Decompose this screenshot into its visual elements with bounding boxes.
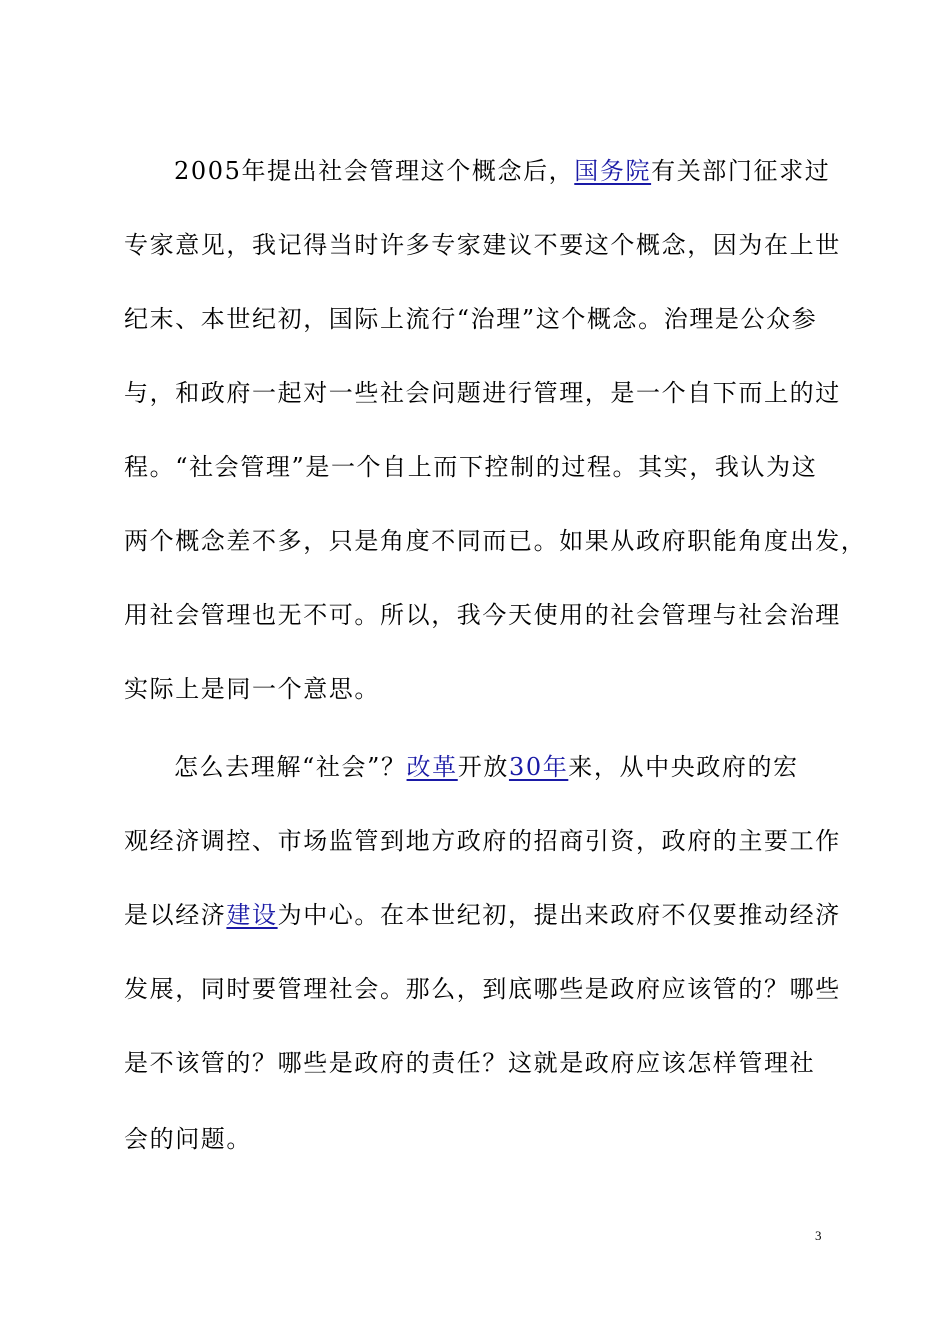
link-gaige[interactable]: 改革 (406, 753, 458, 781)
link-jianshe[interactable]: 建设 (226, 901, 278, 929)
paragraph-2-line-1-text-b: 开放 (457, 753, 509, 781)
paragraph-2-line-3-text-a: 是以经济 (124, 901, 227, 929)
paragraph-1-line-2: 专家意见，我记得当时许多专家建议不要这个概念，因为在上世 (124, 231, 841, 259)
paragraph-2-line-3-text-b: 为中心。在本世纪初，提出来政府不仅要推动经济 (277, 901, 841, 929)
paragraph-1-line-6: 两个概念差不多，只是角度不同而已。如果从政府职能角度出发， (124, 527, 867, 555)
paragraph-1-line-4: 与，和政府一起对一些社会问题进行管理，是一个自下而上的过 (124, 379, 841, 407)
paragraph-2-line-5: 是不该管的？哪些是政府的责任？这就是政府应该怎样管理社 (124, 1049, 816, 1077)
paragraph-2-line-1-text-a: 怎么去理解“社会”？ (174, 753, 407, 781)
paragraph-1-line-5: 程。“社会管理”是一个自上而下控制的过程。其实，我认为这 (124, 453, 818, 481)
link-guowuyuan[interactable]: 国务院 (574, 157, 652, 185)
paragraph-2-line-1-text-c: 来，从中央政府的宏 (568, 753, 799, 781)
paragraph-2-line-3 (124, 900, 841, 930)
paragraph-1-line-3: 纪末、本世纪初，国际上流行“治理”这个概念。治理是公众参 (124, 305, 818, 333)
paragraph-1-line-8: 实际上是同一个意思。 (124, 675, 380, 703)
paragraph-2-line-6: 会的问题。 (124, 1125, 252, 1153)
paragraph-1-line-1-text-a: 2005年提出社会管理这个概念后， (174, 157, 575, 185)
paragraph-1-line-1 (174, 156, 830, 186)
paragraph-2-line-4: 发展，同时要管理社会。那么，到底哪些是政府应该管的？哪些 (124, 975, 841, 1003)
page-number: 3 (815, 1228, 822, 1243)
paragraph-1-line-1-text-b: 有关部门征求过 (651, 157, 831, 185)
paragraph-2-line-2: 观经济调控、市场监管到地方政府的招商引资，政府的主要工作 (124, 827, 841, 855)
paragraph-1-line-7: 用社会管理也无不可。所以，我今天使用的社会管理与社会治理 (124, 601, 841, 629)
paragraph-2-line-1 (174, 752, 830, 782)
link-30-years[interactable]: 30年 (508, 753, 569, 781)
